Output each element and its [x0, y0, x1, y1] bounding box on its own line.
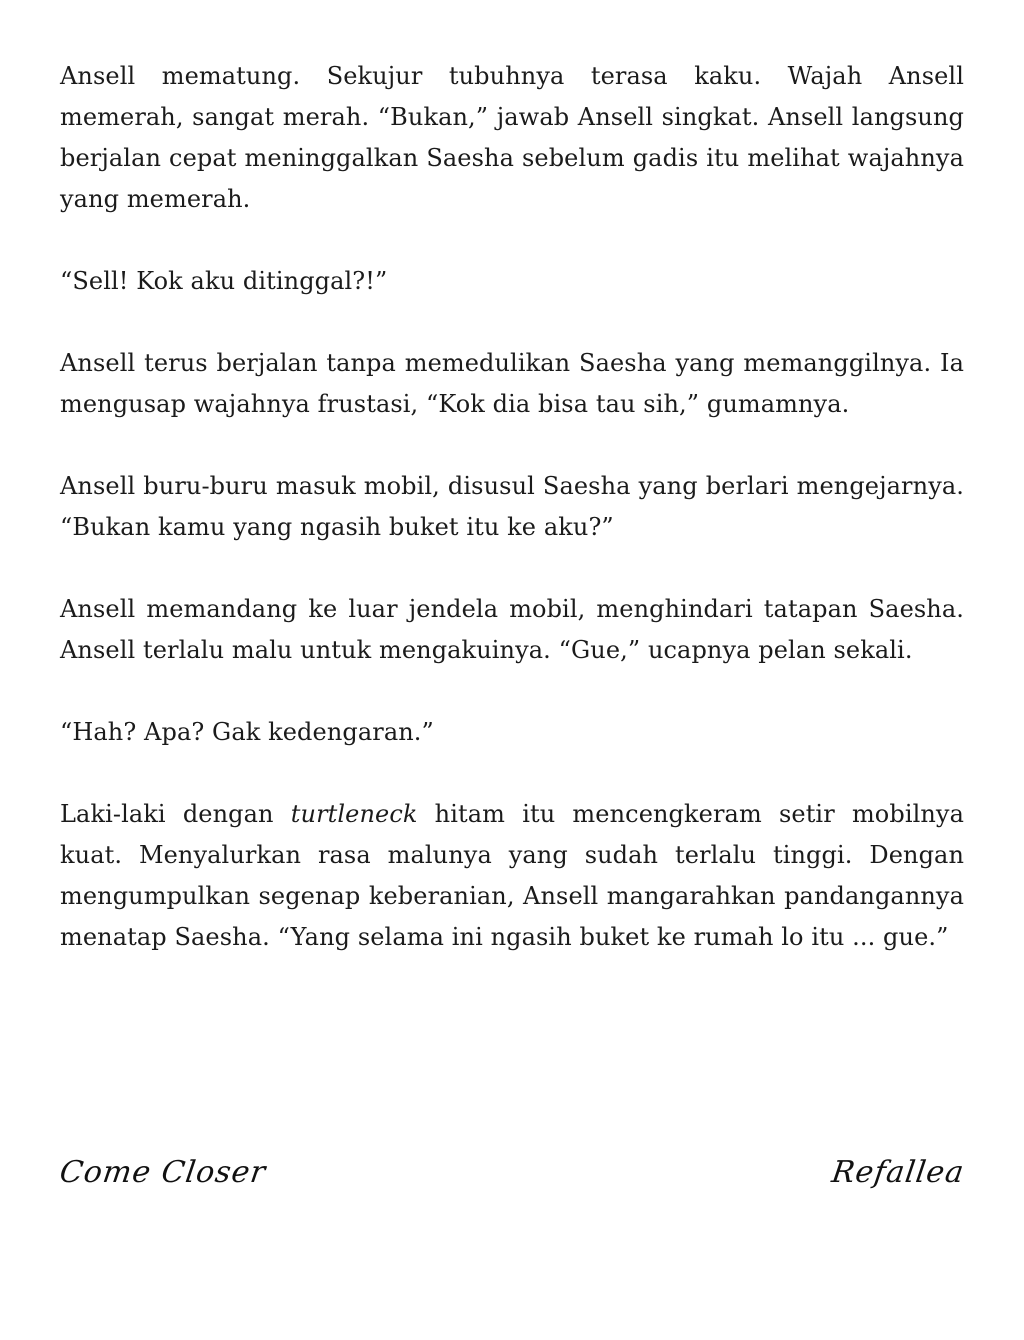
paragraph-3: Ansell terus berjalan tanpa memedulikan Saesha yang memanggilnya. Ia mengusap wajahnya frustasi, “Kok dia bisa tau sih,” gumamnya.	[60, 349, 964, 418]
paragraph-5: Ansell memandang ke luar jendela mobil, menghindari tatapan Saesha. Ansell terlalu malu untuk mengakuinya. “Gue,” ucapnya pelan sekali.	[60, 595, 964, 664]
paragraph-4: Ansell buru-buru masuk mobil, disusul Saesha yang berlari mengejarnya. “Bukan kamu yang ngasih buket itu ke aku?”	[60, 472, 964, 541]
paragraph-7-italic: turtleneck	[290, 800, 418, 828]
page-body	[60, 56, 964, 999]
paragraph-7	[60, 794, 964, 958]
footer-book-title: Come Closer	[57, 1155, 269, 1190]
paragraph-6: “Hah? Apa? Gak kedengaran.”	[60, 718, 434, 746]
footer-author: Refallea	[829, 1155, 967, 1190]
paragraph-1: Ansell mematung. Sekujur tubuhnya terasa kaku. Wajah Ansell memerah, sangat merah. “Bukan,” jawab Ansell singkat. Ansell langsung berjalan cepat meninggalkan Saesha sebelum gadis itu melihat wajahnya yang memerah.	[60, 62, 964, 213]
paragraph-7-before: Laki-laki dengan	[60, 800, 291, 828]
paragraph-2: “Sell! Kok aku ditinggal?!”	[60, 267, 388, 295]
paragraph-7-after: hitam itu mencengkeram setir mobilnya kuat. Menyalurkan rasa malunya yang sudah terlalu tinggi. Dengan mengumpulkan segenap keberanian, Ansell mangarahkan pandangannya menatap Saesha. “Yang selama ini ngasih buket ke rumah lo itu ... gue.”	[60, 800, 964, 951]
